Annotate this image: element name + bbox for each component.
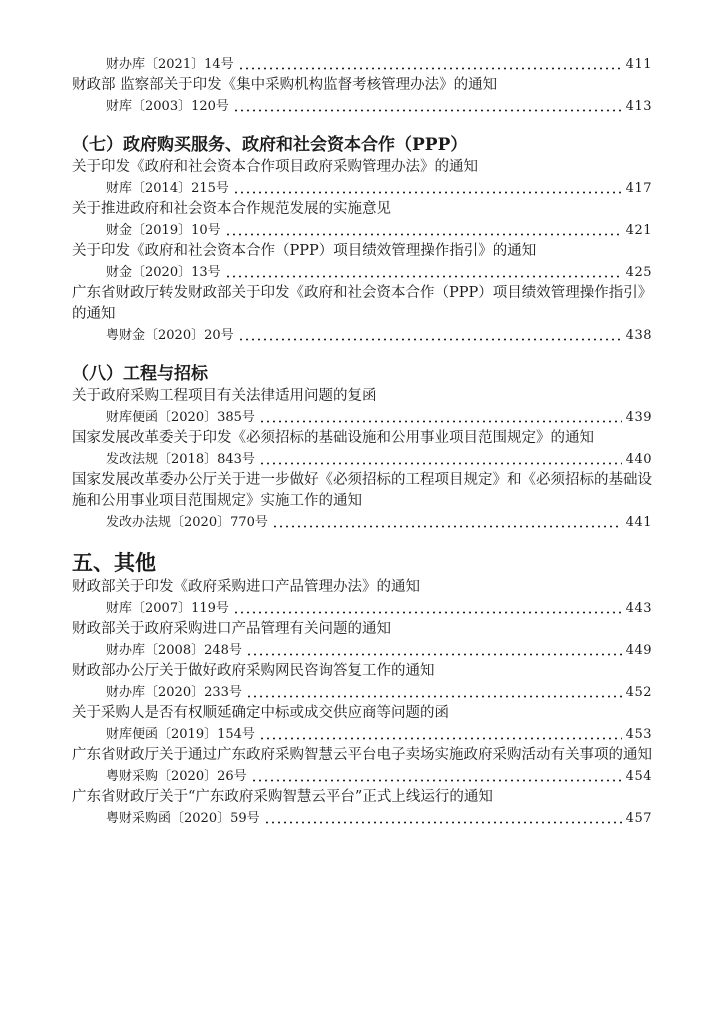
page-number: 449: [625, 643, 652, 658]
document-number: 财库〔2003〕120号: [106, 99, 229, 114]
page-number: 454: [625, 769, 652, 784]
entry-reference-row: [72, 808, 652, 829]
toc-entry[interactable]: [72, 745, 652, 787]
dot-leader: [246, 653, 622, 656]
dot-leader: [246, 695, 622, 698]
entry-title: 广东省财政厅关于通过广东政府采购智慧云平台电子卖场实施政府采购活动有关事项的通知: [72, 747, 652, 763]
document-number: 发改法规〔2018〕843号: [106, 452, 255, 467]
toc-entry[interactable]: [72, 157, 652, 199]
document-number: 财办库〔2020〕233号: [106, 685, 242, 700]
document-number: 财库〔2007〕119号: [106, 601, 229, 616]
toc-entry[interactable]: [72, 428, 652, 470]
entry-reference-row: [72, 325, 652, 346]
entry-reference-row: [72, 598, 652, 619]
page-number: 425: [625, 265, 652, 280]
entry-title: 财政部关于印发《政府采购进口产品管理办法》的通知: [72, 579, 420, 595]
dot-leader: [225, 275, 622, 278]
entry-title: 国家发展改革委办公厅关于进一步做好《必须招标的工程项目规定》和《必须招标的基础设施和公用事业项目范围规定》实施工作的通知: [72, 472, 652, 509]
section-heading: （八）工程与招标: [72, 364, 208, 384]
document-number: 财库便函〔2020〕385号: [106, 410, 255, 425]
dot-leader: [259, 737, 622, 740]
document-number: 财办库〔2008〕248号: [106, 643, 242, 658]
dot-leader: [225, 233, 622, 236]
toc-entry[interactable]: [72, 75, 652, 117]
entry-title: 财政部关于政府采购进口产品管理有关问题的通知: [72, 621, 391, 637]
chapter-heading: 五、其他: [72, 550, 156, 575]
dot-leader: [264, 821, 622, 824]
entry-title: 关于印发《政府和社会资本合作项目政府采购管理办法》的通知: [72, 159, 478, 175]
entry-reference-row: [72, 262, 652, 283]
toc-entry[interactable]: [72, 787, 652, 829]
toc-entry[interactable]: [72, 470, 652, 533]
page-number: 421: [625, 223, 652, 238]
page-number: 441: [625, 515, 652, 530]
document-number: 财金〔2020〕13号: [106, 265, 221, 280]
toc-entry[interactable]: [72, 283, 652, 346]
toc-entry[interactable]: [72, 577, 652, 619]
entry-reference-row: [72, 407, 652, 428]
document-number: 财金〔2019〕10号: [106, 223, 221, 238]
toc-entry[interactable]: [72, 54, 652, 75]
page-number: 438: [625, 328, 652, 343]
toc-entry[interactable]: [72, 241, 652, 283]
dot-leader: [259, 420, 622, 423]
document-number: 财库〔2014〕215号: [106, 181, 229, 196]
toc-entry[interactable]: [72, 199, 652, 241]
page-number: 443: [625, 601, 652, 616]
dot-leader: [233, 109, 622, 112]
page-number: 411: [625, 57, 652, 72]
entry-reference-row: [72, 512, 652, 533]
dot-leader: [238, 338, 622, 341]
page-number: 417: [625, 181, 652, 196]
entry-reference-row: [72, 96, 652, 117]
entry-reference-row: [72, 54, 652, 75]
page-number: 413: [625, 99, 652, 114]
page-number: 440: [625, 452, 652, 467]
entry-title: 关于政府采购工程项目有关法律适用问题的复函: [72, 388, 377, 404]
toc-entry[interactable]: [72, 661, 652, 703]
toc-entry[interactable]: [72, 703, 652, 745]
page-number: 453: [625, 727, 652, 742]
entry-reference-row: [72, 766, 652, 787]
page-number: 439: [625, 410, 652, 425]
dot-leader: [238, 67, 622, 70]
section-heading: （七）政府购买服务、政府和社会资本合作（PPP）: [72, 135, 468, 155]
entry-reference-row: [72, 220, 652, 241]
document-number: 粤财采购〔2020〕26号: [106, 769, 247, 784]
document-number: 财办库〔2021〕14号: [106, 57, 234, 72]
entry-reference-row: [72, 682, 652, 703]
document-number: 发改办法规〔2020〕770号: [106, 515, 268, 530]
page-number: 452: [625, 685, 652, 700]
document-number: 粤财采购函〔2020〕59号: [106, 811, 260, 826]
entry-title: 财政部办公厅关于做好政府采购网民咨询答复工作的通知: [72, 663, 435, 679]
entry-title: 国家发展改革委关于印发《必须招标的基础设施和公用事业项目范围规定》的通知: [72, 430, 594, 446]
entry-title: 关于采购人是否有权顺延确定中标或成交供应商等问题的函: [72, 705, 449, 721]
page-number: 457: [625, 811, 652, 826]
entry-reference-row: [72, 178, 652, 199]
entry-title: 关于印发《政府和社会资本合作（PPP）项目绩效管理操作指引》的通知: [72, 243, 537, 259]
entry-title: 财政部 监察部关于印发《集中采购机构监督考核管理办法》的通知: [72, 77, 498, 93]
dot-leader: [233, 191, 622, 194]
dot-leader: [233, 611, 622, 614]
entry-reference-row: [72, 640, 652, 661]
document-number: 粤财金〔2020〕20号: [106, 328, 234, 343]
table-of-contents: [72, 54, 652, 829]
entry-title: 广东省财政厅关于“广东政府采购智慧云平台”正式上线运行的通知: [72, 789, 493, 805]
toc-entry[interactable]: [72, 386, 652, 428]
entry-reference-row: [72, 449, 652, 470]
dot-leader: [251, 779, 622, 782]
entry-reference-row: [72, 724, 652, 745]
document-number: 财库便函〔2019〕154号: [106, 727, 255, 742]
dot-leader: [272, 525, 622, 528]
entry-title: 关于推进政府和社会资本合作规范发展的实施意见: [72, 201, 391, 217]
dot-leader: [259, 462, 622, 465]
entry-title: 广东省财政厅转发财政部关于印发《政府和社会资本合作（PPP）项目绩效管理操作指引》的通知: [72, 285, 646, 322]
toc-entry[interactable]: [72, 619, 652, 661]
